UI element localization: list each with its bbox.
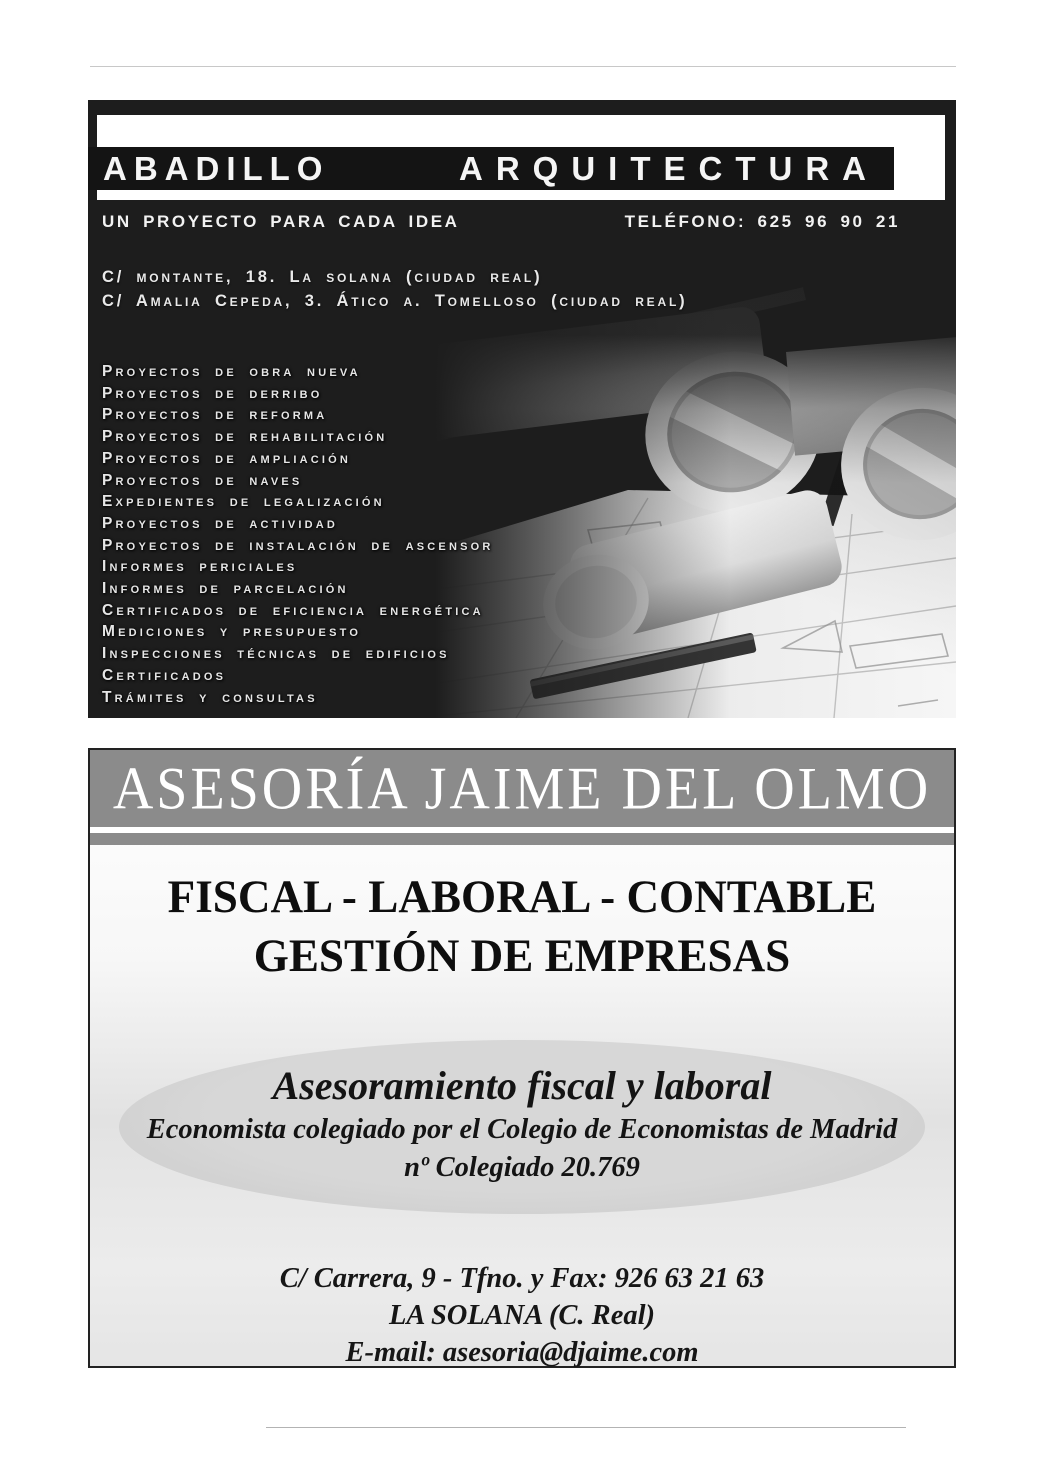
- contact-city: LA SOLANA (C. Real): [388, 1300, 656, 1331]
- service-item: Trámites y consultas: [102, 688, 318, 706]
- company-name-abadillo: ABADILLO: [103, 150, 330, 187]
- services-list: [102, 361, 494, 708]
- contact-email: E-mail: asesoria@djaime.com: [345, 1337, 699, 1368]
- service-item: Informes periciales: [102, 558, 298, 576]
- service-item: Proyectos de ampliación: [102, 449, 352, 467]
- asesoria-title: ASESORÍA JAIME DEL OLMO: [112, 755, 932, 822]
- tagline-row: [102, 212, 900, 232]
- oval-subline-colegiado: nº Colegiado 20.769: [404, 1152, 640, 1183]
- oval-subline-economista: Economista colegiado por el Colegio de Economistas de Madrid: [146, 1114, 898, 1145]
- gestion-empresas-line: GESTIÓN DE EMPRESAS: [253, 930, 791, 982]
- service-item: Proyectos de obra nueva: [102, 363, 361, 380]
- title-bar: [88, 147, 894, 190]
- service-item: Expedientes de legalización: [102, 493, 385, 511]
- header-gray-stripe: [90, 833, 954, 845]
- address-block: [102, 266, 687, 313]
- tagline: UN PROYECTO PARA CADA IDEA: [102, 212, 460, 231]
- service-item: Proyectos de instalación de ascensor: [102, 536, 494, 554]
- service-item: Mediciones y presupuesto: [102, 623, 362, 641]
- service-item: Proyectos de reforma: [102, 406, 328, 424]
- contact-block: [90, 1260, 954, 1371]
- service-item: Proyectos de derribo: [102, 384, 323, 402]
- phone-number: TELÉFONO: 625 96 90 21: [624, 212, 900, 231]
- service-item: Proyectos de naves: [102, 471, 303, 489]
- service-item: Certificados: [102, 666, 227, 684]
- bottom-divider: [266, 1427, 906, 1428]
- asesoria-jaime-del-olmo-ad: [88, 748, 956, 1368]
- service-item: Proyectos de rehabilitación: [102, 428, 388, 446]
- address-line: C/ montante, 18. La solana (ciudad real): [102, 268, 543, 286]
- contact-address-phone: C/ Carrera, 9 - Tfno. y Fax: 926 63 21 63: [279, 1263, 765, 1294]
- address-line: C/ Amalia Cepeda, 3. Ático a. Tomelloso (ciudad real): [102, 291, 688, 310]
- service-item: Proyectos de actividad: [102, 514, 339, 532]
- service-item: Inspecciones técnicas de edificios: [102, 645, 450, 663]
- company-name-arquitectura: ARQUITECTURA: [459, 150, 879, 187]
- oval-heading: Asesoramiento fiscal y laboral: [272, 1063, 772, 1108]
- fiscal-laboral-contable-line: FISCAL - LABORAL - CONTABLE: [167, 871, 877, 923]
- abadillo-arquitectura-ad: [88, 100, 956, 718]
- service-item: Certificados de eficiencia energética: [102, 601, 484, 619]
- top-divider: [90, 66, 956, 67]
- asesoria-header-bar: [90, 750, 954, 827]
- service-item: Informes de parcelación: [102, 580, 349, 598]
- services-oval: [119, 1040, 925, 1214]
